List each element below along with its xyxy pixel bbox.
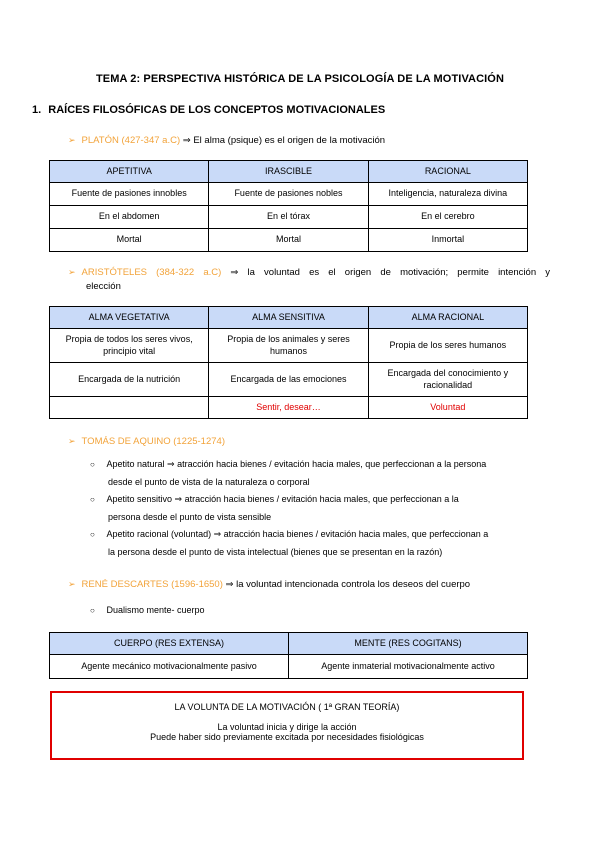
list-item-line: Apetito sensitivo ⇒ atracción hacia bienes / evitación hacia males, que perfeccionan a la: [106, 494, 459, 504]
descartes-name: RENÉ DESCARTES (1596-1650): [81, 579, 223, 590]
table-cell: Agente inmaterial motivacionalmente activo: [289, 655, 528, 679]
table-cell: Inmortal: [368, 229, 527, 252]
table-cell: Propia de los seres humanos: [368, 329, 527, 363]
circle-bullet-icon: ○: [90, 495, 95, 504]
tomas-name: TOMÁS DE AQUINO (1225-1274): [81, 436, 225, 447]
table-cell: Inteligencia, naturaleza divina: [368, 183, 527, 206]
list-item-line: la persona desde el punto de vista intelectual (bienes que se presentan en la razón): [108, 546, 443, 557]
descartes-item: [90, 602, 205, 620]
platon-name: PLATÓN (427-347 a.C): [81, 135, 181, 146]
page-title: TEMA 2: PERSPECTIVA HISTÓRICA DE LA PSICOLOGÍA DE LA MOTIVACIÓN: [95, 73, 505, 85]
list-item: [90, 491, 550, 509]
table-cell: [50, 397, 209, 419]
arrow-bullet-icon: ➢: [68, 267, 76, 277]
list-item-line: Apetito racional (voluntad) ⇒ atracción hacia bienes / evitación hacia males, que perfeccionan a: [106, 529, 489, 539]
table-header: IRASCIBLE: [209, 161, 368, 183]
platon-bullet: [68, 134, 385, 147]
section-heading: [32, 104, 385, 116]
arrow-bullet-icon: ➢: [68, 135, 76, 145]
list-item: [90, 526, 550, 544]
table-header: APETITIVA: [50, 161, 209, 183]
circle-bullet-icon: ○: [90, 460, 95, 469]
aristoteles-text-cont: elección: [86, 281, 121, 292]
aristoteles-name: ARISTÓTELES (384-322 a.C): [81, 267, 222, 278]
circle-bullet-icon: ○: [90, 606, 95, 615]
table-cell: Encargada de la nutrición: [50, 363, 209, 397]
arrow-bullet-icon: ➢: [68, 436, 76, 446]
platon-text: ⇒ El alma (psique) es el origen de la motivación: [182, 135, 386, 146]
tomas-bullet: [68, 435, 225, 448]
descartes-text: ⇒ la voluntad intencionada controla los deseos del cuerpo: [225, 579, 471, 590]
tomas-list: [90, 456, 550, 561]
section-number: 1.: [32, 104, 42, 116]
table-header: ALMA RACIONAL: [368, 307, 527, 329]
list-item: [90, 456, 550, 474]
table-cell: Fuente de pasiones nobles: [209, 183, 368, 206]
table-header: ALMA SENSITIVA: [209, 307, 368, 329]
table-cell: Agente mecánico motivacionalmente pasivo: [50, 655, 289, 679]
table-cell: Voluntad: [368, 397, 527, 419]
table-header: ALMA VEGETATIVA: [50, 307, 209, 329]
table-cell: Propia de los animales y seres humanos: [209, 329, 368, 363]
summary-title: LA VOLUNTA DE LA MOTIVACIÓN ( 1ª GRAN TEORÍA): [174, 702, 400, 712]
table-cell: En el cerebro: [368, 206, 527, 229]
summary-line: Puede haber sido previamente excitada por necesidades fisiológicas: [150, 732, 424, 742]
summary-line: La voluntad inicia y dirige la acción: [217, 722, 357, 732]
platon-table: [49, 160, 528, 252]
table-cell: En el abdomen: [50, 206, 209, 229]
list-item-line: desde el punto de vista de la naturaleza o corporal: [108, 476, 310, 487]
table-cell: Fuente de pasiones innobles: [50, 183, 209, 206]
aristoteles-text: ⇒ la voluntad es el origen de motivación; permite intención y: [230, 267, 550, 278]
descartes-bullet: [68, 578, 470, 591]
table-cell: Propia de todos los seres vivos, principio vital: [50, 329, 209, 363]
table-cell: Mortal: [50, 229, 209, 252]
list-item-line: Dualismo mente- cuerpo: [106, 605, 205, 615]
circle-bullet-icon: ○: [90, 530, 95, 539]
arrow-bullet-icon: ➢: [68, 579, 76, 589]
table-cell: En el tórax: [209, 206, 368, 229]
aristoteles-table: [49, 306, 528, 419]
table-header: MENTE (RES COGITANS): [289, 633, 528, 655]
table-header: CUERPO (RES EXTENSA): [50, 633, 289, 655]
table-cell: Mortal: [209, 229, 368, 252]
list-item-line: persona desde el punto de vista sensible: [108, 511, 272, 522]
summary-box: [50, 691, 524, 760]
section-title: RAÍCES FILOSÓFICAS DE LOS CONCEPTOS MOTIVACIONALES: [48, 104, 386, 116]
descartes-table: [49, 632, 528, 679]
table-header: RACIONAL: [368, 161, 527, 183]
table-cell: Encargada del conocimiento y racionalidad: [368, 363, 527, 397]
aristoteles-bullet: [68, 266, 550, 279]
table-cell: Encargada de las emociones: [209, 363, 368, 397]
table-cell: Sentir, desear…: [209, 397, 368, 419]
list-item-line: Apetito natural ⇒ atracción hacia bienes / evitación hacia males, que perfeccionan a la persona: [106, 459, 487, 469]
